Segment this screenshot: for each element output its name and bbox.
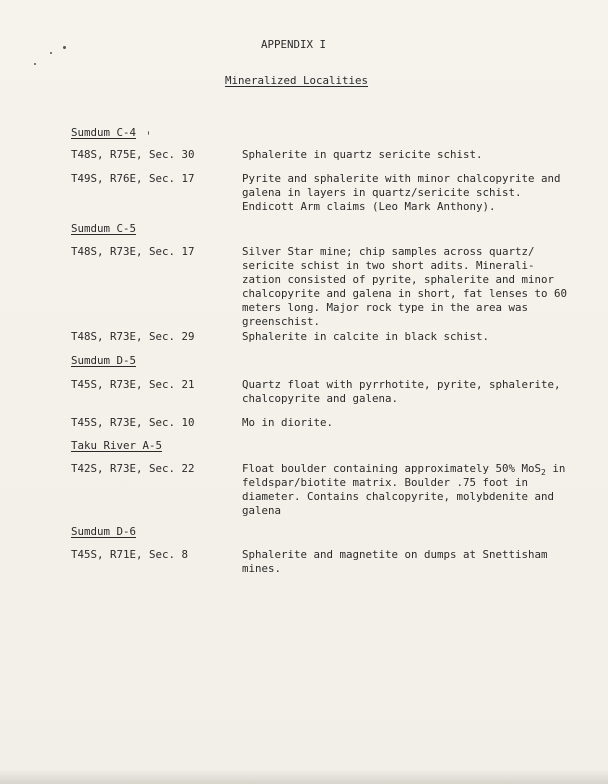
- scan-speck: [148, 131, 149, 135]
- entry-description: Mo in diorite.: [242, 416, 334, 429]
- entry-description: Quartz float with pyrrhotite, pyrite, sphalerite, chalcopyrite and galena.: [242, 378, 561, 405]
- page-title: APPENDIX I: [261, 38, 327, 51]
- section-heading: Sumdum C-4: [71, 126, 137, 139]
- section-heading: Sumdum D-5: [71, 354, 137, 367]
- entry-location: T45S, R73E, Sec. 21: [71, 378, 195, 391]
- entry-location: T48S, R73E, Sec. 17: [71, 245, 195, 258]
- scan-speck: [34, 63, 36, 65]
- entry-description: Silver Star mine; chip samples across quartz/ sericite schist in two short adits. Minerali- zation consisted of pyrite, sphalerite and minor chalcopyrite and galena in short, fat lenses to 60 meters long. Major rock type in the area was greenschist.: [242, 245, 568, 328]
- entry-location: T45S, R71E, Sec. 8: [71, 548, 189, 561]
- scan-speck: [63, 46, 66, 49]
- entry-location: T48S, R73E, Sec. 29: [71, 330, 195, 343]
- page-subtitle: Mineralized Localities: [225, 74, 369, 87]
- entry-description: Sphalerite and magnetite on dumps at Snettisham mines.: [242, 548, 548, 575]
- section-heading: Taku River A-5: [71, 439, 163, 452]
- entry-description: Sphalerite in calcite in black schist.: [242, 330, 490, 343]
- entry-location: T45S, R73E, Sec. 10: [71, 416, 195, 429]
- entry-description: Sphalerite in quartz sericite schist.: [242, 148, 483, 161]
- description-text: in feldspar/biotite matrix. Boulder .75 foot in diameter. Contains chalcopyrite, molybdenite and galena: [242, 462, 566, 517]
- scan-speck: [50, 52, 52, 54]
- entry-description: Pyrite and sphalerite with minor chalcopyrite and galena in layers in quartz/sericite schist. Endicott Arm claims (Leo Mark Anthony).: [242, 172, 561, 213]
- scan-bottom-edge: [0, 770, 608, 784]
- section-heading: Sumdum D-6: [71, 525, 137, 538]
- section-heading: Sumdum C-5: [71, 222, 137, 235]
- entry-location: T49S, R76E, Sec. 17: [71, 172, 195, 185]
- subscript-text: 2: [541, 468, 546, 477]
- entry-location: T42S, R73E, Sec. 22: [71, 462, 195, 475]
- entry-description: [242, 462, 572, 518]
- description-text: Float boulder containing approximately 50% MoS: [242, 462, 542, 475]
- entry-location: T48S, R75E, Sec. 30: [71, 148, 195, 161]
